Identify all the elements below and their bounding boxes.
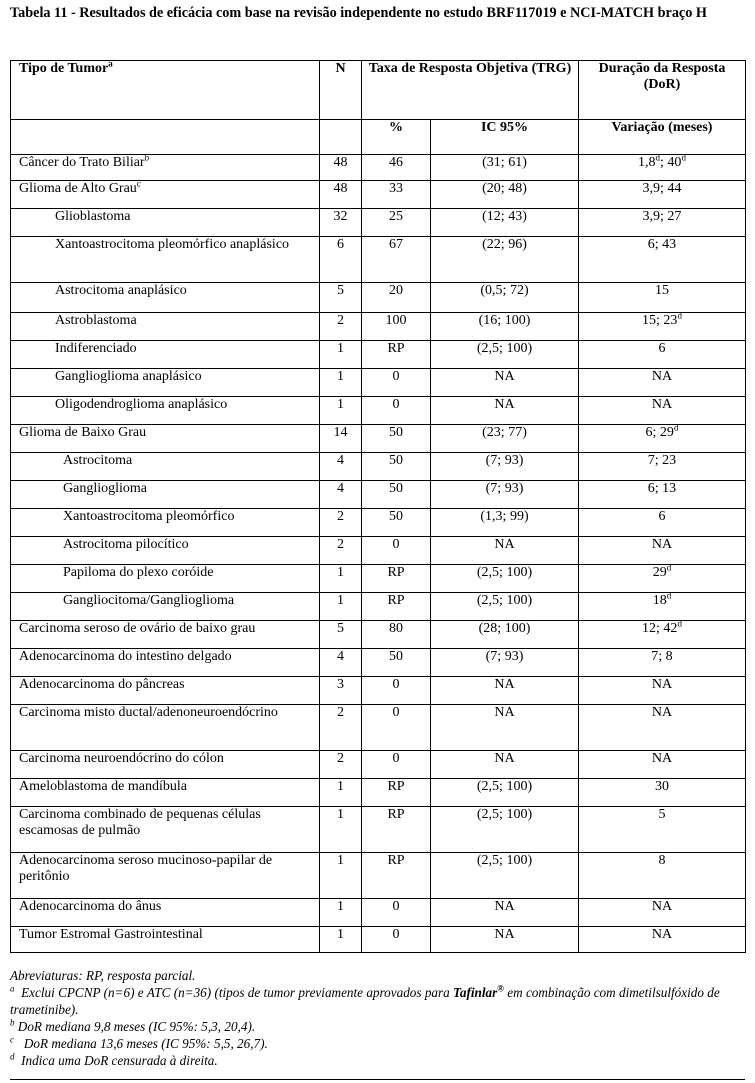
ci-cell: (7; 93) [431,649,579,677]
n-cell: 4 [320,453,362,481]
ci-cell: (22; 96) [431,237,579,283]
n-cell: 1 [320,565,362,593]
table-row [11,899,746,927]
table-row [11,481,746,509]
percent-cell: 25 [362,209,431,237]
header-trg: Taxa de Resposta Objetiva (TRG) [362,61,579,120]
percent-cell: 50 [362,509,431,537]
n-cell: 48 [320,181,362,209]
tumor-type-cell: Gangliocitoma/Ganglioglioma [11,593,320,621]
ci-cell: NA [431,677,579,705]
ci-cell: NA [431,927,579,953]
percent-cell: RP [362,853,431,899]
dor-range-cell: NA [579,927,746,953]
percent-cell: RP [362,341,431,369]
tumor-type-cell: Astrocitoma [11,453,320,481]
footnote-a: $^a$ Exclui CPCNP (n=6) e ATC (n=36) (tipos de tumor previamente aprovados para Tafinlar® em combinação com dimetilsulfóxido de trametinibe). [10,983,720,1017]
header-tumor-type: Tipo de Tumor$^a$ [11,61,320,120]
percent-cell: 46 [362,155,431,181]
ci-cell: (23; 77) [431,425,579,453]
ci-cell: (2,5; 100) [431,593,579,621]
dor-range-cell: 8 [579,853,746,899]
ci-cell: (7; 93) [431,453,579,481]
footnotes [10,967,745,1069]
ci-cell: NA [431,397,579,425]
percent-cell: 0 [362,927,431,953]
table-row [11,397,746,425]
percent-cell: 50 [362,481,431,509]
n-cell: 1 [320,853,362,899]
subheader-row [11,120,746,155]
dor-range-cell: 5 [579,807,746,853]
tumor-type-cell: Glioma de Alto Grau$^c$ [11,181,320,209]
table-row [11,593,746,621]
ci-cell: (0,5; 72) [431,283,579,313]
n-cell: 5 [320,283,362,313]
percent-cell: 0 [362,705,431,751]
table-row [11,565,746,593]
n-cell: 6 [320,237,362,283]
percent-cell: RP [362,807,431,853]
table-row [11,807,746,853]
footnote-c: $^c$ DoR mediana 13,6 meses (IC 95%: 5,5, 26,7). [10,1034,268,1051]
percent-cell: 0 [362,899,431,927]
dor-range-cell: NA [579,899,746,927]
dor-range-cell: NA [579,751,746,779]
table-row [11,237,746,283]
table-row [11,705,746,751]
table-row [11,537,746,565]
percent-cell: 80 [362,621,431,649]
dor-range-cell: 6; 13 [579,481,746,509]
ci-cell: (12; 43) [431,209,579,237]
table-row [11,283,746,313]
n-cell: 5 [320,621,362,649]
header-ci: IC 95% [431,120,579,155]
tumor-type-cell: Xantoastrocitoma pleomórfico anaplásico [11,237,320,283]
tumor-type-cell: Astroblastoma [11,313,320,341]
table-row [11,155,746,181]
header-percent: % [362,120,431,155]
table-row [11,341,746,369]
ci-cell: (1,3; 99) [431,509,579,537]
tumor-type-cell: Indiferenciado [11,341,320,369]
dor-range-cell: 29$^d$ [579,565,746,593]
dor-range-cell: NA [579,537,746,565]
dor-range-cell: 3,9; 44 [579,181,746,209]
ci-cell: NA [431,751,579,779]
table-row [11,209,746,237]
dor-range-cell: 15 [579,283,746,313]
tumor-type-cell: Glioblastoma [11,209,320,237]
n-cell: 2 [320,705,362,751]
percent-cell: 20 [362,283,431,313]
dor-range-cell: 6; 43 [579,237,746,283]
n-cell: 1 [320,779,362,807]
ci-cell: (2,5; 100) [431,807,579,853]
tumor-type-cell: Xantoastrocitoma pleomórfico [11,509,320,537]
percent-cell: 50 [362,425,431,453]
percent-cell: 0 [362,537,431,565]
header-range: Variação (meses) [579,120,746,155]
efficacy-table [10,60,746,953]
tumor-type-cell: Glioma de Baixo Grau [11,425,320,453]
tumor-type-cell: Carcinoma seroso de ovário de baixo grau [11,621,320,649]
table-row [11,509,746,537]
ci-cell: NA [431,899,579,927]
ci-cell: (31; 61) [431,155,579,181]
n-cell: 2 [320,751,362,779]
ci-cell: NA [431,705,579,751]
ci-cell: NA [431,537,579,565]
header-dor: Duração da Resposta (DoR) [579,61,746,120]
tumor-type-cell: Carcinoma neuroendócrino do cólon [11,751,320,779]
percent-cell: 0 [362,369,431,397]
tumor-type-cell: Ganglioglioma [11,481,320,509]
n-cell: 1 [320,899,362,927]
percent-cell: 0 [362,397,431,425]
tumor-type-cell: Adenocarcinoma do ânus [11,899,320,927]
dor-range-cell: 6 [579,341,746,369]
dor-range-cell: NA [579,705,746,751]
percent-cell: RP [362,565,431,593]
table-row [11,927,746,953]
n-cell: 3 [320,677,362,705]
ci-cell: (7; 93) [431,481,579,509]
n-cell: 4 [320,481,362,509]
dor-range-cell: 7; 8 [579,649,746,677]
bottom-rule [10,1079,745,1080]
tumor-type-cell: Oligodendroglioma anaplásico [11,397,320,425]
dor-range-cell: 18$^d$ [579,593,746,621]
tumor-type-cell: Adenocarcinoma do intestino delgado [11,649,320,677]
dor-range-cell: 1,8$^d$; 40$^d$ [579,155,746,181]
percent-cell: 0 [362,677,431,705]
header-row [11,61,746,120]
percent-cell: RP [362,593,431,621]
table-row [11,853,746,899]
n-cell: 1 [320,397,362,425]
percent-cell: 0 [362,751,431,779]
tumor-type-cell: Ganglioglioma anaplásico [11,369,320,397]
percent-cell: 50 [362,649,431,677]
table-row [11,181,746,209]
dor-range-cell: 15; 23$^d$ [579,313,746,341]
n-cell: 14 [320,425,362,453]
percent-cell: 100 [362,313,431,341]
n-cell: 2 [320,509,362,537]
header-n: N [320,61,362,120]
n-cell: 2 [320,537,362,565]
table-row [11,649,746,677]
tumor-type-cell: Adenocarcinoma do pâncreas [11,677,320,705]
dor-range-cell: 7; 23 [579,453,746,481]
tumor-type-cell: Ameloblastoma de mandíbula [11,779,320,807]
table-row [11,313,746,341]
n-cell: 1 [320,807,362,853]
dor-range-cell: NA [579,369,746,397]
n-cell: 1 [320,341,362,369]
n-cell: 1 [320,593,362,621]
footnote-d: $^d$ Indica uma DoR censurada à direita. [10,1051,218,1068]
n-cell: 32 [320,209,362,237]
percent-cell: RP [362,779,431,807]
tumor-type-cell: Câncer do Trato Biliar$^b$ [11,155,320,181]
table-row [11,425,746,453]
tumor-type-cell: Astrocitoma pilocítico [11,537,320,565]
table-row [11,779,746,807]
table-row [11,677,746,705]
ci-cell: (28; 100) [431,621,579,649]
table-row [11,369,746,397]
dor-range-cell: NA [579,397,746,425]
percent-cell: 67 [362,237,431,283]
footnote-abbrev: Abreviaturas: RP, resposta parcial. [10,968,196,983]
dor-range-cell: NA [579,677,746,705]
dor-range-cell: 12; 42$^d$ [579,621,746,649]
tumor-type-cell: Adenocarcinoma seroso mucinoso-papilar de peritônio [11,853,320,899]
tumor-type-cell: Papiloma do plexo coróide [11,565,320,593]
tumor-type-cell: Tumor Estromal Gastrointestinal [11,927,320,953]
ci-cell: (2,5; 100) [431,779,579,807]
n-cell: 48 [320,155,362,181]
dor-range-cell: 3,9; 27 [579,209,746,237]
ci-cell: (16; 100) [431,313,579,341]
dor-range-cell: 6 [579,509,746,537]
ci-cell: NA [431,369,579,397]
tumor-type-cell: Astrocitoma anaplásico [11,283,320,313]
percent-cell: 50 [362,453,431,481]
n-cell: 4 [320,649,362,677]
table-row [11,751,746,779]
tumor-type-cell: Carcinoma misto ductal/adenoneuroendócrino [11,705,320,751]
ci-cell: (2,5; 100) [431,853,579,899]
footnote-b: $^b$ DoR mediana 9,8 meses (IC 95%: 5,3, 20,4). [10,1017,256,1034]
n-cell: 1 [320,369,362,397]
percent-cell: 33 [362,181,431,209]
table-row [11,621,746,649]
tumor-type-cell: Carcinoma combinado de pequenas células escamosas de pulmão [11,807,320,853]
dor-range-cell: 30 [579,779,746,807]
table-caption: Tabela 11 - Resultados de eficácia com base na revisão independente no estudo BRF117019 e NCI-MATCH braço H [10,5,707,21]
ci-cell: (2,5; 100) [431,341,579,369]
n-cell: 2 [320,313,362,341]
dor-range-cell: 6; 29$^d$ [579,425,746,453]
n-cell: 1 [320,927,362,953]
ci-cell: (20; 48) [431,181,579,209]
table-row [11,453,746,481]
ci-cell: (2,5; 100) [431,565,579,593]
